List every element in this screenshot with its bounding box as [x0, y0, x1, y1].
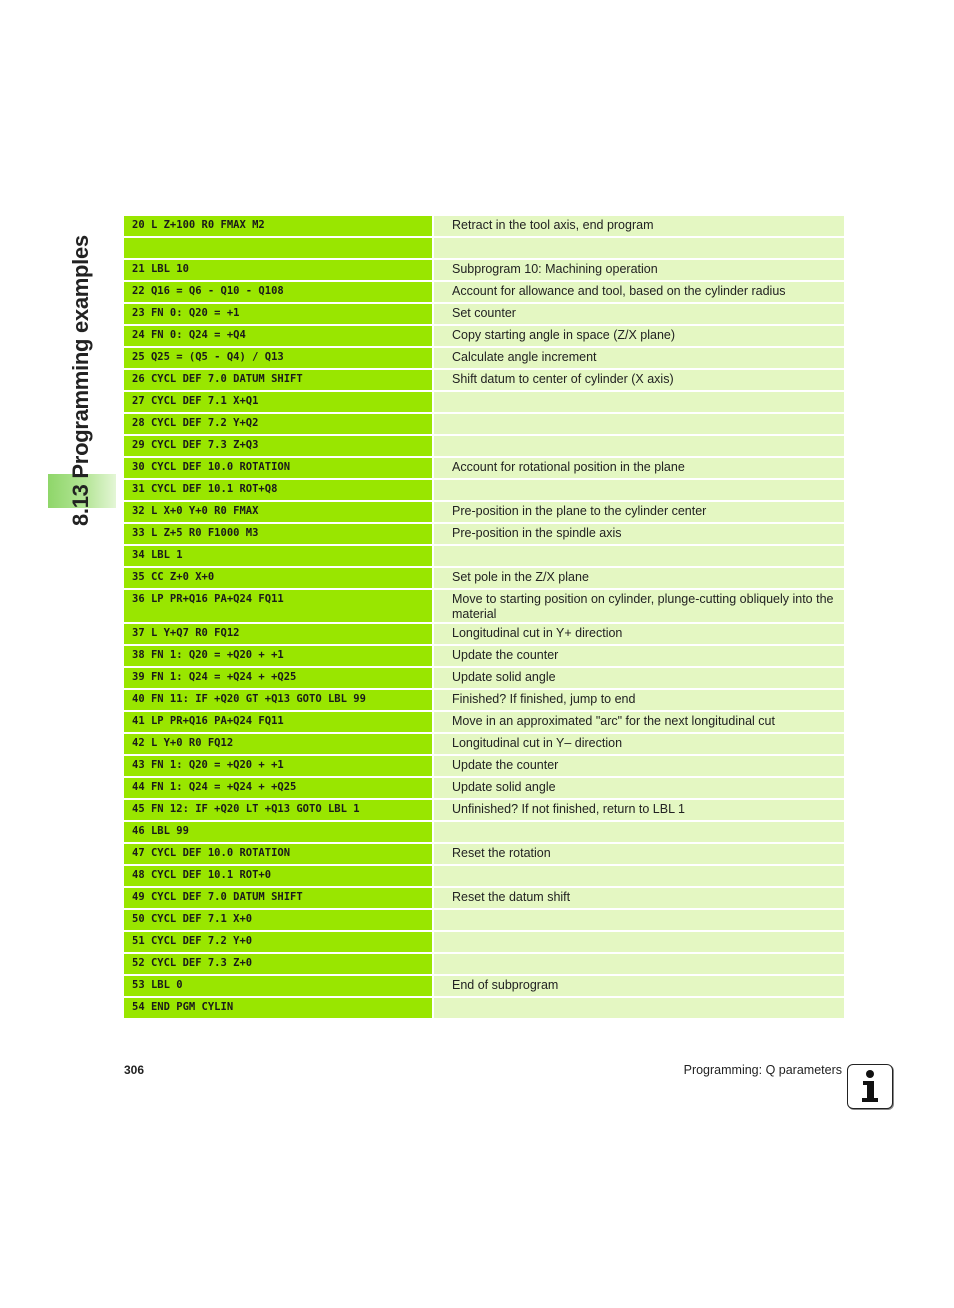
nc-code-cell: 37 L Y+Q7 R0 FQ12: [124, 624, 434, 646]
description-cell: [434, 822, 844, 844]
table-row: [124, 458, 844, 480]
nc-code-cell: 45 FN 12: IF +Q20 LT +Q13 GOTO LBL 1: [124, 800, 434, 822]
table-row: [124, 822, 844, 844]
description-cell: [434, 414, 844, 436]
nc-code-cell: 54 END PGM CYLIN: [124, 998, 434, 1020]
table-row: [124, 370, 844, 392]
table-row: [124, 436, 844, 458]
description-cell: Reset the datum shift: [434, 888, 844, 910]
description-cell: Move in an approximated "arc" for the next longitudinal cut: [434, 712, 844, 734]
description-cell: Pre-position in the plane to the cylinder center: [434, 502, 844, 524]
table-row: [124, 326, 844, 348]
table-row: [124, 216, 844, 238]
description-cell: Longitudinal cut in Y– direction: [434, 734, 844, 756]
nc-code-cell: 53 LBL 0: [124, 976, 434, 998]
nc-code-cell: 40 FN 11: IF +Q20 GT +Q13 GOTO LBL 99: [124, 690, 434, 712]
nc-code-cell: 20 L Z+100 R0 FMAX M2: [124, 216, 434, 238]
nc-code-cell: 29 CYCL DEF 7.3 Z+Q3: [124, 436, 434, 458]
description-cell: Shift datum to center of cylinder (X axis): [434, 370, 844, 392]
nc-code-cell: 23 FN 0: Q20 = +1: [124, 304, 434, 326]
table-row: [124, 932, 844, 954]
nc-code-cell: 36 LP PR+Q16 PA+Q24 FQ11: [124, 590, 434, 624]
table-row: [124, 546, 844, 568]
description-cell: Update solid angle: [434, 668, 844, 690]
nc-code-cell: 43 FN 1: Q20 = +Q20 + +1: [124, 756, 434, 778]
nc-code-cell: 35 CC Z+0 X+0: [124, 568, 434, 590]
description-cell: Set counter: [434, 304, 844, 326]
description-cell: Copy starting angle in space (Z/X plane): [434, 326, 844, 348]
description-cell: Move to starting position on cylinder, plunge-cutting obliquely into the material: [434, 590, 844, 624]
table-row: [124, 392, 844, 414]
nc-code-cell: 51 CYCL DEF 7.2 Y+0: [124, 932, 434, 954]
description-cell: Retract in the tool axis, end program: [434, 216, 844, 238]
nc-code-cell: 38 FN 1: Q20 = +Q20 + +1: [124, 646, 434, 668]
nc-code-cell: [124, 238, 434, 260]
description-cell: [434, 238, 844, 260]
nc-code-cell: 34 LBL 1: [124, 546, 434, 568]
table-row: [124, 624, 844, 646]
nc-code-cell: 41 LP PR+Q16 PA+Q24 FQ11: [124, 712, 434, 734]
nc-code-cell: 52 CYCL DEF 7.3 Z+0: [124, 954, 434, 976]
table-row: [124, 954, 844, 976]
nc-code-cell: 48 CYCL DEF 10.1 ROT+0: [124, 866, 434, 888]
nc-code-cell: 32 L X+0 Y+0 R0 FMAX: [124, 502, 434, 524]
table-row: [124, 998, 844, 1020]
description-cell: [434, 954, 844, 976]
table-row: [124, 690, 844, 712]
section-title: 8.13 Programming examples: [68, 235, 93, 526]
description-cell: Reset the rotation: [434, 844, 844, 866]
nc-code-cell: 42 L Y+0 R0 FQ12: [124, 734, 434, 756]
table-row: [124, 480, 844, 502]
description-cell: [434, 436, 844, 458]
table-row: [124, 348, 844, 370]
nc-code-cell: 28 CYCL DEF 7.2 Y+Q2: [124, 414, 434, 436]
table-row: [124, 734, 844, 756]
description-cell: [434, 480, 844, 502]
description-cell: Update the counter: [434, 646, 844, 668]
program-listing: [124, 216, 844, 1020]
description-cell: [434, 546, 844, 568]
table-row: [124, 238, 844, 260]
table-row: [124, 502, 844, 524]
description-cell: [434, 910, 844, 932]
description-cell: Pre-position in the spindle axis: [434, 524, 844, 546]
nc-code-cell: 27 CYCL DEF 7.1 X+Q1: [124, 392, 434, 414]
table-row: [124, 888, 844, 910]
table-row: [124, 304, 844, 326]
table-row: [124, 844, 844, 866]
description-cell: Update solid angle: [434, 778, 844, 800]
table-row: [124, 282, 844, 304]
table-row: [124, 866, 844, 888]
table-row: [124, 976, 844, 998]
nc-code-cell: 47 CYCL DEF 10.0 ROTATION: [124, 844, 434, 866]
description-cell: Unfinished? If not finished, return to LBL 1: [434, 800, 844, 822]
nc-code-cell: 25 Q25 = (Q5 - Q4) / Q13: [124, 348, 434, 370]
description-cell: [434, 998, 844, 1020]
nc-code-cell: 49 CYCL DEF 7.0 DATUM SHIFT: [124, 888, 434, 910]
description-cell: [434, 866, 844, 888]
description-cell: [434, 932, 844, 954]
chapter-title: Programming: Q parameters: [683, 1063, 842, 1077]
table-row: [124, 590, 844, 624]
description-cell: Calculate angle increment: [434, 348, 844, 370]
description-cell: Subprogram 10: Machining operation: [434, 260, 844, 282]
nc-code-cell: 31 CYCL DEF 10.1 ROT+Q8: [124, 480, 434, 502]
nc-code-cell: 21 LBL 10: [124, 260, 434, 282]
nc-code-cell: 24 FN 0: Q24 = +Q4: [124, 326, 434, 348]
description-cell: End of subprogram: [434, 976, 844, 998]
table-row: [124, 756, 844, 778]
description-cell: [434, 392, 844, 414]
nc-code-cell: 30 CYCL DEF 10.0 ROTATION: [124, 458, 434, 480]
table-row: [124, 568, 844, 590]
nc-code-cell: 26 CYCL DEF 7.0 DATUM SHIFT: [124, 370, 434, 392]
description-cell: Longitudinal cut in Y+ direction: [434, 624, 844, 646]
table-row: [124, 668, 844, 690]
table-row: [124, 712, 844, 734]
nc-code-cell: 44 FN 1: Q24 = +Q24 + +Q25: [124, 778, 434, 800]
description-cell: Account for rotational position in the plane: [434, 458, 844, 480]
table-row: [124, 910, 844, 932]
description-cell: Set pole in the Z/X plane: [434, 568, 844, 590]
description-cell: Update the counter: [434, 756, 844, 778]
table-row: [124, 260, 844, 282]
description-cell: Account for allowance and tool, based on the cylinder radius: [434, 282, 844, 304]
info-icon: [847, 1064, 893, 1109]
table-row: [124, 646, 844, 668]
table-row: [124, 524, 844, 546]
nc-code-cell: 39 FN 1: Q24 = +Q24 + +Q25: [124, 668, 434, 690]
table-row: [124, 778, 844, 800]
description-cell: Finished? If finished, jump to end: [434, 690, 844, 712]
table-row: [124, 800, 844, 822]
nc-code-cell: 46 LBL 99: [124, 822, 434, 844]
page-number: 306: [124, 1063, 145, 1077]
nc-code-cell: 33 L Z+5 R0 F1000 M3: [124, 524, 434, 546]
nc-code-cell: 22 Q16 = Q6 - Q10 - Q108: [124, 282, 434, 304]
nc-code-cell: 50 CYCL DEF 7.1 X+0: [124, 910, 434, 932]
table-row: [124, 414, 844, 436]
